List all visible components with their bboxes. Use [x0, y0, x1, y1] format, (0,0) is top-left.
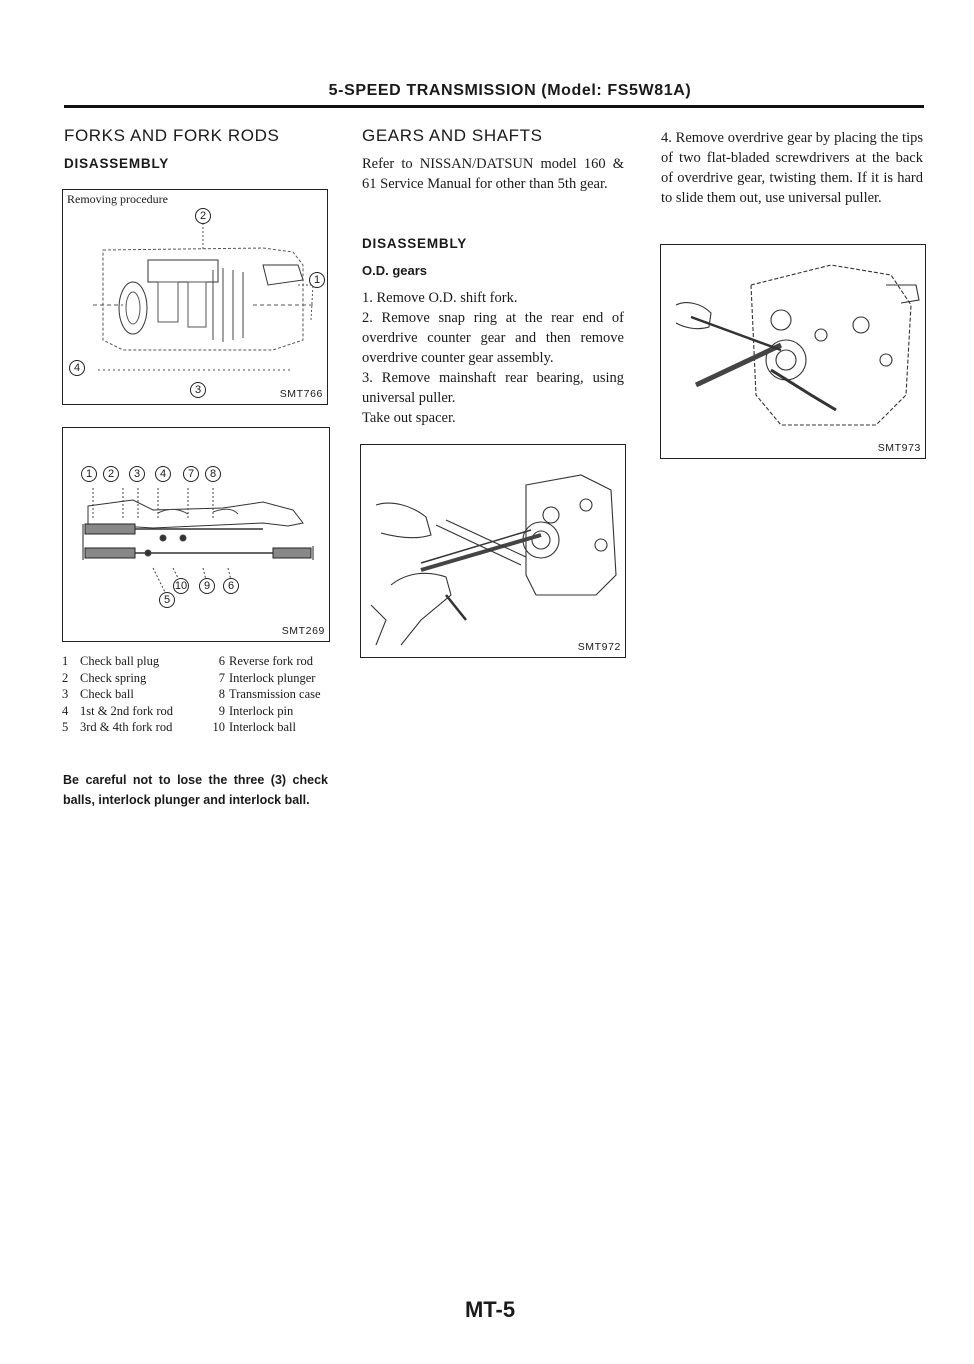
callout-5: 5: [159, 592, 175, 608]
callout-1: 1: [309, 272, 325, 288]
legend-row: [62, 686, 352, 703]
legend-row: [62, 653, 352, 670]
legend-number: 3: [62, 687, 69, 701]
legend-number: 10: [212, 720, 225, 734]
legend-number: 9: [218, 703, 225, 718]
callout-4: 4: [69, 360, 85, 376]
transmission-side-view-illustration: [63, 190, 328, 405]
legend-number: 5: [62, 720, 69, 734]
figure-removing-procedure: [62, 189, 328, 405]
figure-fork-rods-section: [62, 427, 330, 642]
step-2: 2. Remove snap ring at the rear end of overdrive counter gear and then remove overdrive counter gear assembly.: [362, 310, 624, 366]
legend-text: 1st & 2nd fork rod: [80, 703, 174, 718]
legend-row: [62, 719, 352, 736]
legend-number: 7: [218, 670, 225, 685]
callout-8: 8: [205, 466, 221, 482]
figure-screwdriver-removal: [660, 244, 926, 459]
callout-3: 3: [129, 466, 145, 482]
legend-text: Transmission case: [229, 687, 321, 701]
legend-row: [62, 703, 352, 720]
figure-caption-label: Removing procedure: [67, 192, 168, 206]
figure-code: SMT269: [281, 625, 325, 637]
warning-note: Be careful not to lose the three (3) check balls, interlock plunger and interlock ball.: [63, 773, 328, 807]
fork-rod-cross-section-illustration: [63, 428, 330, 642]
legend-number: 4: [62, 703, 69, 718]
intro-paragraph: Refer to NISSAN/DATSUN model 160 & 61 Service Manual for other than 5th gear.: [362, 156, 624, 192]
subsubheading-od-gears: O.D. gears: [362, 263, 428, 278]
section-heading-gears: GEARS AND SHAFTS: [362, 126, 543, 145]
step-1: 1. Remove O.D. shift fork.: [362, 290, 518, 306]
callout-1: 1: [81, 466, 97, 482]
callout-9: 9: [199, 578, 215, 594]
page-number: MT-5: [464, 1297, 516, 1322]
callout-4: 4: [155, 466, 171, 482]
callout-6: 6: [223, 578, 239, 594]
legend-text: Interlock ball: [229, 720, 296, 734]
section-heading-forks: FORKS AND FORK RODS: [64, 126, 280, 145]
figure-puller-removal: [360, 444, 626, 658]
callout-7: 7: [183, 466, 199, 482]
callout-10: 10: [174, 580, 188, 592]
legend-number: 2: [62, 670, 69, 685]
legend-text: Check ball plug: [80, 654, 160, 668]
subheading-disassembly-left: DISASSEMBLY: [64, 156, 170, 171]
step-3-note: Take out spacer.: [362, 410, 456, 426]
legend-text: Check spring: [80, 670, 147, 685]
header-rule: [64, 105, 924, 108]
step-4-paragraph: 4. Remove overdrive gear by placing the tips of two flat-bladed screwdrivers at the back of overdrive gear, twisting them. If it is hard to slide them out, use universal puller.: [661, 130, 923, 206]
step-3: 3. Remove mainshaft rear bearing, using universal puller.: [362, 370, 624, 406]
legend-number: 1: [62, 654, 69, 668]
legend-row: [62, 670, 352, 687]
legend-number: 6: [218, 654, 225, 668]
disassembly-steps: [362, 288, 624, 428]
legend-text: Reverse fork rod: [229, 654, 313, 668]
screwdriver-gear-removal-illustration: [661, 245, 926, 459]
legend-number: 8: [218, 687, 225, 701]
legend-text: Interlock pin: [229, 703, 294, 718]
legend-text: Interlock plunger: [229, 670, 316, 685]
universal-puller-illustration: [361, 445, 626, 658]
callout-2: 2: [103, 466, 119, 482]
parts-legend: [62, 653, 352, 736]
figure-code: SMT973: [877, 442, 921, 454]
figure-code: SMT972: [577, 641, 621, 653]
subheading-disassembly-middle: DISASSEMBLY: [362, 236, 468, 251]
page-header-title: 5-SPEED TRANSMISSION (Model: FS5W81A): [328, 82, 692, 99]
callout-2: 2: [195, 208, 211, 224]
legend-text: Check ball: [80, 687, 134, 701]
figure-code: SMT766: [279, 388, 323, 400]
callout-3: 3: [190, 382, 206, 398]
legend-text: 3rd & 4th fork rod: [80, 720, 173, 734]
